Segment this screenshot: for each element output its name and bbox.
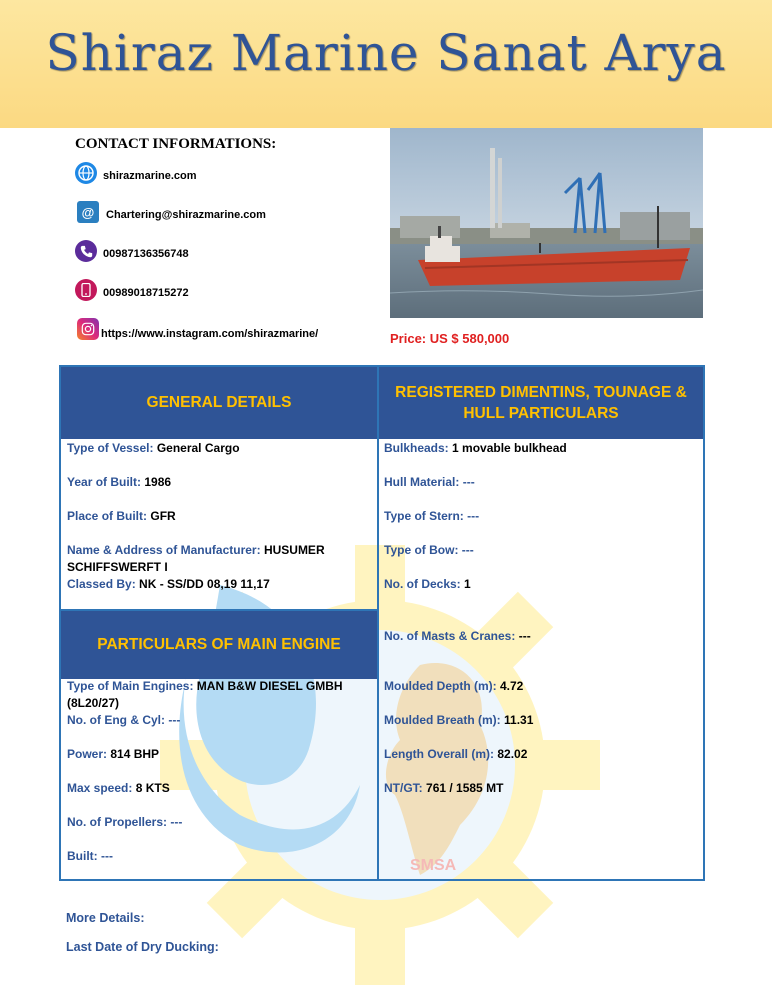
- at-icon: @: [77, 201, 99, 223]
- instagram-text: https://www.instagram.com/shirazmarine/: [101, 328, 319, 340]
- dry-docking-label: Last Date of Dry Ducking:: [66, 940, 219, 954]
- general-details-title: GENERAL DETAILS: [146, 394, 292, 411]
- hull-material-field: Hull Material: ---: [384, 475, 475, 489]
- type-of-stern-field: Type of Stern: ---: [384, 509, 480, 523]
- year-of-built-field: Year of Built: 1986: [67, 475, 172, 489]
- length-overall-field: Length Overall (m): 82.02: [384, 747, 528, 761]
- propellers-field: No. of Propellers: ---: [67, 815, 183, 829]
- engine-title: PARTICULARS OF MAIN ENGINE: [97, 636, 341, 653]
- classed-by-field: Classed By: NK - SS/DD 08,19 11,17: [67, 577, 270, 591]
- column-divider: [377, 367, 379, 879]
- phone-text: 00987136356748: [103, 248, 189, 260]
- mobile-icon: [75, 279, 97, 301]
- general-details-header: [61, 367, 377, 439]
- place-of-built-field: Place of Built: GFR: [67, 509, 176, 523]
- price-label: Price: US $ 580,000: [390, 331, 510, 346]
- header-banner: [0, 0, 772, 128]
- nt-gt-field: NT/GT: 761 / 1585 MT: [384, 781, 504, 795]
- company-title: Shiraz Marine Sanat Arya: [45, 24, 727, 82]
- website-text: shirazmarine.com: [103, 170, 197, 182]
- power-field: Power: 814 BHP: [67, 747, 160, 761]
- globe-icon: [75, 162, 97, 184]
- eng-cyl-field: No. of Eng & Cyl: ---: [67, 713, 181, 727]
- manufacturer-field: Name & Address of Manufacturer: HUSUMER SCHIFFSWERFT I: [67, 543, 325, 574]
- email-text: Chartering@shirazmarine.com: [106, 209, 266, 221]
- mobile-text: 00989018715272: [103, 287, 189, 299]
- main-engine-type-field: Type of Main Engines: MAN B&W DIESEL GMBH (8L20/27): [67, 679, 343, 710]
- registered-header: [379, 367, 703, 439]
- type-of-vessel-field: Type of Vessel: General Cargo: [67, 441, 240, 455]
- no-of-decks-field: No. of Decks: 1: [384, 577, 471, 591]
- registered-title: REGISTERED DIMENTINS, TOUNAGE & HULL PARTICULARS: [395, 384, 687, 422]
- max-speed-field: Max speed: 8 KTS: [67, 781, 170, 795]
- contact-title: CONTACT INFORMATIONS:: [75, 136, 277, 152]
- vessel-photo: [390, 128, 703, 318]
- instagram-icon: [77, 318, 99, 340]
- specification-table: [59, 365, 705, 881]
- moulded-depth-field: Moulded Depth (m): 4.72: [384, 679, 524, 693]
- phone-icon: [75, 240, 97, 262]
- watermark-text: SMSA: [410, 857, 457, 874]
- engine-header: [61, 609, 377, 679]
- engine-built-field: Built: ---: [67, 849, 113, 863]
- more-details-label: More Details:: [66, 911, 145, 925]
- type-of-bow-field: Type of Bow: ---: [384, 543, 474, 557]
- masts-cranes-field: No. of Masts & Cranes: ---: [384, 629, 531, 643]
- bulkheads-field: Bulkheads: 1 movable bulkhead: [384, 441, 567, 455]
- moulded-breath-field: Moulded Breath (m): 11.31: [384, 713, 534, 727]
